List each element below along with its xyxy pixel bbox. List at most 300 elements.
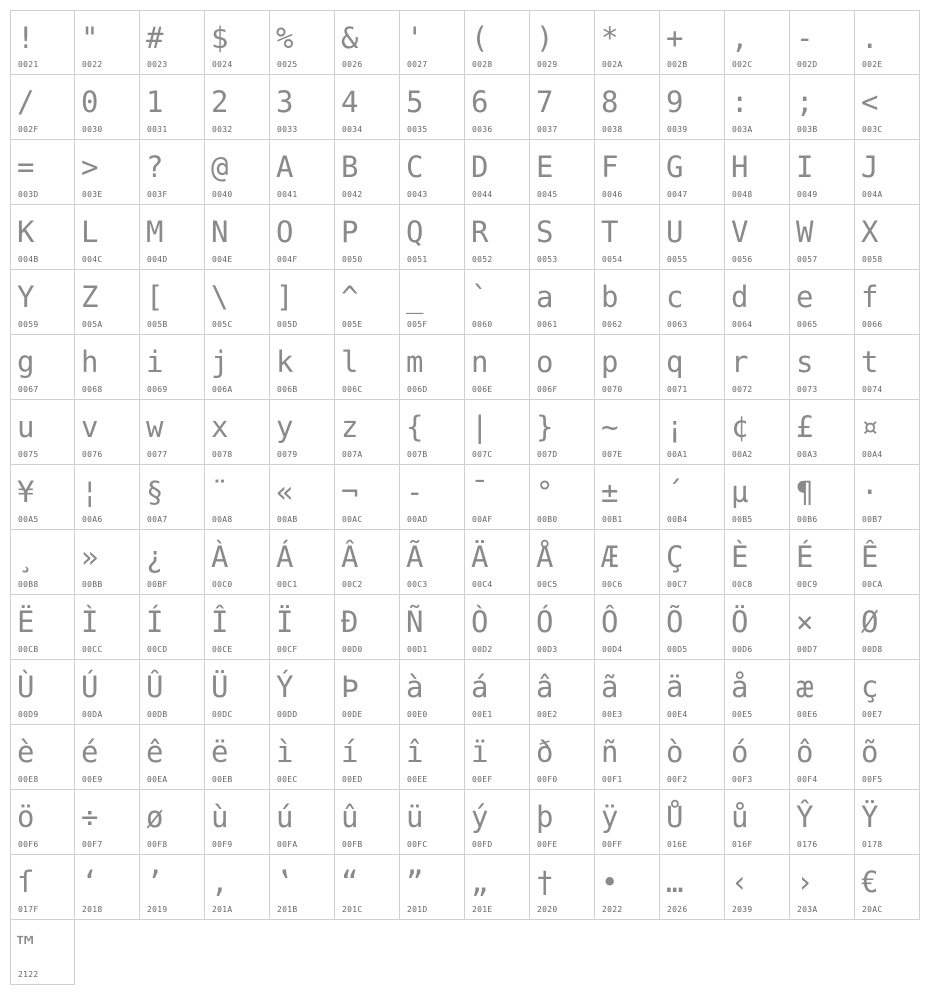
glyph-cell: [205, 75, 270, 140]
glyph-cell: [10, 270, 75, 335]
glyph-codepoint: 0027: [407, 60, 428, 69]
glyph-cell: [400, 10, 465, 75]
glyph-sample: `: [471, 277, 488, 317]
glyph-codepoint: 007E: [602, 450, 623, 459]
glyph-sample: Ý: [276, 667, 293, 707]
glyph-codepoint: 00FB: [342, 840, 363, 849]
glyph-sample: l: [341, 342, 358, 382]
glyph-cell: [855, 790, 920, 855]
glyph-sample: “: [341, 862, 358, 902]
glyph-codepoint: 003C: [862, 125, 883, 134]
glyph-codepoint: 00CE: [212, 645, 233, 654]
glyph-codepoint: 2122: [18, 970, 39, 979]
glyph-codepoint: 0026: [342, 60, 363, 69]
glyph-codepoint: 0046: [602, 190, 623, 199]
glyph-sample: ›: [796, 862, 813, 902]
glyph-sample: e: [796, 277, 813, 317]
glyph-cell: [660, 75, 725, 140]
glyph-cell: [530, 270, 595, 335]
glyph-codepoint: 0063: [667, 320, 688, 329]
glyph-cell: [855, 400, 920, 465]
glyph-cell: [10, 790, 75, 855]
glyph-cell: [790, 400, 855, 465]
glyph-sample: ¦: [81, 472, 98, 512]
glyph-sample: °: [536, 472, 553, 512]
glyph-cell: [855, 595, 920, 660]
glyph-codepoint: 201A: [212, 905, 233, 914]
glyph-cell: [75, 465, 140, 530]
glyph-cell: [140, 790, 205, 855]
glyph-codepoint: 016F: [732, 840, 753, 849]
glyph-codepoint: 00F0: [537, 775, 558, 784]
glyph-sample: é: [81, 732, 98, 772]
glyph-codepoint: 00C9: [797, 580, 818, 589]
glyph-sample: á: [471, 667, 488, 707]
glyph-sample: Y: [17, 277, 34, 317]
glyph-cell: [660, 10, 725, 75]
glyph-codepoint: 0028: [472, 60, 493, 69]
glyph-cell: [270, 400, 335, 465]
glyph-cell: [10, 660, 75, 725]
glyph-codepoint: 0038: [602, 125, 623, 134]
glyph-sample: Ô: [601, 602, 618, 642]
glyph-codepoint: 002F: [18, 125, 39, 134]
glyph-cell: [335, 75, 400, 140]
glyph-codepoint: 0037: [537, 125, 558, 134]
glyph-sample: ů: [731, 797, 748, 837]
glyph-cell: [725, 10, 790, 75]
glyph-sample: [: [146, 277, 163, 317]
glyph-sample: v: [81, 407, 98, 447]
glyph-sample: ’: [146, 862, 163, 902]
glyph-codepoint: 004B: [18, 255, 39, 264]
glyph-codepoint: 00BF: [147, 580, 168, 589]
glyph-cell: [855, 465, 920, 530]
glyph-sample: è: [17, 732, 34, 772]
glyph-codepoint: 0079: [277, 450, 298, 459]
glyph-sample: a: [536, 277, 553, 317]
glyph-codepoint: 0067: [18, 385, 39, 394]
glyph-cell: [140, 335, 205, 400]
glyph-sample: ö: [17, 797, 34, 837]
glyph-cell: [10, 205, 75, 270]
glyph-cell: [855, 530, 920, 595]
glyph-sample: õ: [861, 732, 878, 772]
glyph-codepoint: 00B6: [797, 515, 818, 524]
glyph-codepoint: 00E0: [407, 710, 428, 719]
glyph-sample: ±: [601, 472, 618, 512]
glyph-sample: à: [406, 667, 423, 707]
glyph-cell: [270, 10, 335, 75]
glyph-sample: s: [796, 342, 813, 382]
glyph-codepoint: 00D2: [472, 645, 493, 654]
glyph-codepoint: 00FA: [277, 840, 298, 849]
glyph-sample: B: [341, 147, 358, 187]
glyph-cell: [530, 400, 595, 465]
glyph-codepoint: 003E: [82, 190, 103, 199]
glyph-cell: [855, 140, 920, 205]
glyph-cell: [530, 140, 595, 205]
glyph-codepoint: 0044: [472, 190, 493, 199]
glyph-cell: [335, 270, 400, 335]
glyph-cell: [660, 725, 725, 790]
glyph-sample: i: [146, 342, 163, 382]
glyph-sample: D: [471, 147, 488, 187]
glyph-codepoint: 016E: [667, 840, 688, 849]
glyph-sample: k: [276, 342, 293, 382]
glyph-cell: [595, 725, 660, 790]
glyph-codepoint: 201D: [407, 905, 428, 914]
glyph-codepoint: 0045: [537, 190, 558, 199]
glyph-codepoint: 004E: [212, 255, 233, 264]
glyph-codepoint: 2022: [602, 905, 623, 914]
glyph-cell: [790, 140, 855, 205]
glyph-sample: 6: [471, 82, 488, 122]
glyph-codepoint: 0034: [342, 125, 363, 134]
glyph-codepoint: 00E6: [797, 710, 818, 719]
glyph-sample: È: [731, 537, 748, 577]
glyph-sample: þ: [536, 797, 553, 837]
glyph-codepoint: 00EE: [407, 775, 428, 784]
glyph-codepoint: 003F: [147, 190, 168, 199]
glyph-sample: Õ: [666, 602, 683, 642]
glyph-cell: [75, 205, 140, 270]
glyph-codepoint: 003B: [797, 125, 818, 134]
glyph-sample: ø: [146, 797, 163, 837]
glyph-sample: }: [536, 407, 553, 447]
glyph-cell: [205, 660, 270, 725]
glyph-cell: [725, 400, 790, 465]
glyph-codepoint: 2019: [147, 905, 168, 914]
glyph-cell: [205, 855, 270, 920]
glyph-sample: ;: [796, 82, 813, 122]
glyph-cell: [140, 205, 205, 270]
glyph-sample: $: [211, 18, 228, 58]
glyph-codepoint: 006A: [212, 385, 233, 394]
glyph-sample: Ò: [471, 602, 488, 642]
glyph-codepoint: 0075: [18, 450, 39, 459]
glyph-codepoint: 0066: [862, 320, 883, 329]
glyph-codepoint: 004F: [277, 255, 298, 264]
glyph-cell: [335, 725, 400, 790]
glyph-sample: ”: [406, 862, 423, 902]
glyph-cell: [725, 725, 790, 790]
glyph-sample: »: [81, 537, 98, 577]
glyph-sample: P: [341, 212, 358, 252]
glyph-cell: [530, 530, 595, 595]
glyph-codepoint: 00F4: [797, 775, 818, 784]
glyph-codepoint: 2039: [732, 905, 753, 914]
glyph-codepoint: 00EB: [212, 775, 233, 784]
glyph-sample: ): [536, 18, 553, 58]
glyph-cell: [855, 75, 920, 140]
glyph-codepoint: 005F: [407, 320, 428, 329]
glyph-codepoint: 00E8: [18, 775, 39, 784]
glyph-cell: [335, 465, 400, 530]
glyph-cell: [400, 790, 465, 855]
glyph-cell: [725, 660, 790, 725]
glyph-cell: [270, 790, 335, 855]
glyph-sample: …: [666, 862, 683, 902]
glyph-codepoint: 201B: [277, 905, 298, 914]
glyph-cell: [790, 335, 855, 400]
glyph-cell: [790, 10, 855, 75]
glyph-sample: î: [406, 732, 423, 772]
glyph-codepoint: 0023: [147, 60, 168, 69]
glyph-sample: -: [796, 18, 813, 58]
glyph-sample: !: [17, 18, 34, 58]
glyph-cell: [400, 855, 465, 920]
glyph-codepoint: 005B: [147, 320, 168, 329]
glyph-cell: [140, 270, 205, 335]
glyph-cell: [75, 660, 140, 725]
glyph-sample: ¢: [731, 407, 748, 447]
glyph-cell: [75, 75, 140, 140]
glyph-codepoint: 2018: [82, 905, 103, 914]
glyph-codepoint: 00CC: [82, 645, 103, 654]
glyph-cell: [205, 335, 270, 400]
glyph-cell: [530, 595, 595, 660]
glyph-sample: ™: [17, 927, 34, 967]
glyph-codepoint: 00C4: [472, 580, 493, 589]
glyph-cell: [790, 855, 855, 920]
glyph-sample: %: [276, 18, 293, 58]
glyph-codepoint: 0062: [602, 320, 623, 329]
glyph-cell: [335, 205, 400, 270]
glyph-codepoint: 006C: [342, 385, 363, 394]
glyph-sample: Z: [81, 277, 98, 317]
glyph-cell: [75, 335, 140, 400]
glyph-codepoint: 0068: [82, 385, 103, 394]
glyph-sample: Ç: [666, 537, 683, 577]
glyph-sample: Á: [276, 537, 293, 577]
glyph-codepoint: 00C0: [212, 580, 233, 589]
glyph-sample: Ö: [731, 602, 748, 642]
glyph-sample: Â: [341, 537, 358, 577]
glyph-sample: Ù: [17, 667, 34, 707]
glyph-codepoint: 00FC: [407, 840, 428, 849]
glyph-codepoint: 00EF: [472, 775, 493, 784]
glyph-codepoint: 00A2: [732, 450, 753, 459]
glyph-codepoint: 00AB: [277, 515, 298, 524]
glyph-cell: [75, 530, 140, 595]
glyph-sample: G: [666, 147, 683, 187]
glyph-cell: [595, 660, 660, 725]
glyph-codepoint: 003A: [732, 125, 753, 134]
glyph-cell: [595, 855, 660, 920]
glyph-cell: [205, 725, 270, 790]
glyph-cell: [140, 855, 205, 920]
glyph-cell: [660, 465, 725, 530]
glyph-cell: [10, 75, 75, 140]
glyph-codepoint: 00DB: [147, 710, 168, 719]
glyph-cell: [790, 465, 855, 530]
glyph-cell: [400, 465, 465, 530]
glyph-sample: ¡: [666, 407, 683, 447]
glyph-sample: &: [341, 18, 358, 58]
glyph-cell: [790, 205, 855, 270]
glyph-sample: A: [276, 147, 293, 187]
glyph-codepoint: 00D4: [602, 645, 623, 654]
glyph-codepoint: 00CA: [862, 580, 883, 589]
glyph-sample: _: [406, 277, 423, 317]
glyph-codepoint: 00BB: [82, 580, 103, 589]
glyph-cell: [660, 530, 725, 595]
glyph-cell: [595, 790, 660, 855]
glyph-sample: 7: [536, 82, 553, 122]
glyph-cell: [400, 595, 465, 660]
glyph-cell: [465, 595, 530, 660]
glyph-codepoint: 00C6: [602, 580, 623, 589]
glyph-codepoint: 007B: [407, 450, 428, 459]
glyph-cell: [400, 140, 465, 205]
glyph-sample: Ã: [406, 537, 423, 577]
glyph-codepoint: 0076: [82, 450, 103, 459]
glyph-sample: z: [341, 407, 358, 447]
glyph-codepoint: 00A3: [797, 450, 818, 459]
glyph-cell: [335, 790, 400, 855]
glyph-cell: [75, 855, 140, 920]
glyph-codepoint: 203A: [797, 905, 818, 914]
glyph-sample: Ð: [341, 602, 358, 642]
glyph-cell: [270, 660, 335, 725]
glyph-sample: @: [211, 147, 228, 187]
glyph-sample: †: [536, 862, 553, 902]
glyph-cell: [595, 530, 660, 595]
glyph-sample: c: [666, 277, 683, 317]
glyph-codepoint: 0022: [82, 60, 103, 69]
glyph-sample: ×: [796, 602, 813, 642]
glyph-sample: Å: [536, 537, 553, 577]
glyph-sample: ^: [341, 277, 358, 317]
glyph-cell: [530, 855, 595, 920]
glyph-sample: I: [796, 147, 813, 187]
glyph-cell: [335, 335, 400, 400]
glyph-sample: 2: [211, 82, 228, 122]
glyph-sample: t: [861, 342, 878, 382]
glyph-cell: [595, 205, 660, 270]
glyph-sample: ë: [211, 732, 228, 772]
glyph-cell: [725, 595, 790, 660]
glyph-codepoint: 00FD: [472, 840, 493, 849]
glyph-cell: [140, 465, 205, 530]
glyph-sample: ü: [406, 797, 423, 837]
glyph-sample: æ: [796, 667, 813, 707]
glyph-cell: [270, 595, 335, 660]
glyph-codepoint: 00CD: [147, 645, 168, 654]
glyph-sample: ñ: [601, 732, 618, 772]
glyph-codepoint: 00AF: [472, 515, 493, 524]
glyph-sample: J: [861, 147, 878, 187]
glyph-cell: [465, 205, 530, 270]
glyph-sample: ,: [731, 18, 748, 58]
glyph-cell: [270, 270, 335, 335]
glyph-sample: µ: [731, 472, 748, 512]
glyph-cell: [205, 790, 270, 855]
glyph-cell: [855, 660, 920, 725]
glyph-codepoint: 003D: [18, 190, 39, 199]
glyph-cell: [270, 75, 335, 140]
glyph-sample: K: [17, 212, 34, 252]
glyph-cell: [75, 725, 140, 790]
glyph-sample: ‚: [211, 862, 228, 902]
glyph-cell: [465, 140, 530, 205]
glyph-cell: [465, 790, 530, 855]
glyph-sample: Þ: [341, 667, 358, 707]
glyph-cell: [790, 270, 855, 335]
glyph-codepoint: 0047: [667, 190, 688, 199]
glyph-sample: *: [601, 18, 618, 58]
glyph-sample: ſ: [17, 862, 34, 902]
glyph-sample: ú: [276, 797, 293, 837]
glyph-sample: ‘: [81, 862, 98, 902]
glyph-cell: [660, 660, 725, 725]
glyph-sample: T: [601, 212, 618, 252]
glyph-codepoint: 0069: [147, 385, 168, 394]
glyph-codepoint: 0060: [472, 320, 493, 329]
glyph-sample: í: [341, 732, 358, 772]
glyph-sample: Ê: [861, 537, 878, 577]
glyph-cell: [465, 10, 530, 75]
glyph-sample: ¥: [17, 472, 34, 512]
glyph-codepoint: 0070: [602, 385, 623, 394]
glyph-cell: [660, 335, 725, 400]
glyph-cell: [725, 790, 790, 855]
glyph-cell: [790, 75, 855, 140]
glyph-cell: [10, 530, 75, 595]
glyph-sample: Æ: [601, 537, 618, 577]
glyph-codepoint: 2026: [667, 905, 688, 914]
glyph-cell: [530, 660, 595, 725]
glyph-codepoint: 00F8: [147, 840, 168, 849]
glyph-sample: U: [666, 212, 683, 252]
glyph-cell: [10, 725, 75, 790]
glyph-sample: w: [146, 407, 163, 447]
glyph-codepoint: 00AD: [407, 515, 428, 524]
glyph-sample: €: [861, 862, 878, 902]
glyph-codepoint: 00D6: [732, 645, 753, 654]
glyph-codepoint: 00F9: [212, 840, 233, 849]
glyph-cell: [205, 140, 270, 205]
glyph-codepoint: 00A1: [667, 450, 688, 459]
glyph-codepoint: 00E2: [537, 710, 558, 719]
glyph-cell: [10, 465, 75, 530]
glyph-sample: f: [861, 277, 878, 317]
glyph-codepoint: 00DD: [277, 710, 298, 719]
glyph-codepoint: 0039: [667, 125, 688, 134]
glyph-cell: [10, 920, 75, 985]
glyph-cell: [140, 660, 205, 725]
glyph-codepoint: 0058: [862, 255, 883, 264]
glyph-codepoint: 0053: [537, 255, 558, 264]
glyph-sample: Ů: [666, 797, 683, 837]
glyph-cell: [270, 335, 335, 400]
glyph-cell: [75, 400, 140, 465]
glyph-cell: [465, 465, 530, 530]
glyph-cell: [855, 205, 920, 270]
glyph-sample: ¬: [341, 472, 358, 512]
glyph-sample: Ÿ: [861, 797, 878, 837]
glyph-sample: ¯: [471, 472, 488, 512]
glyph-cell: [595, 140, 660, 205]
glyph-cell: [465, 660, 530, 725]
glyph-sample: 5: [406, 82, 423, 122]
glyph-codepoint: 0057: [797, 255, 818, 264]
glyph-sample: â: [536, 667, 553, 707]
glyph-cell: [725, 75, 790, 140]
glyph-cell: [140, 530, 205, 595]
glyph-sample: ï: [471, 732, 488, 772]
